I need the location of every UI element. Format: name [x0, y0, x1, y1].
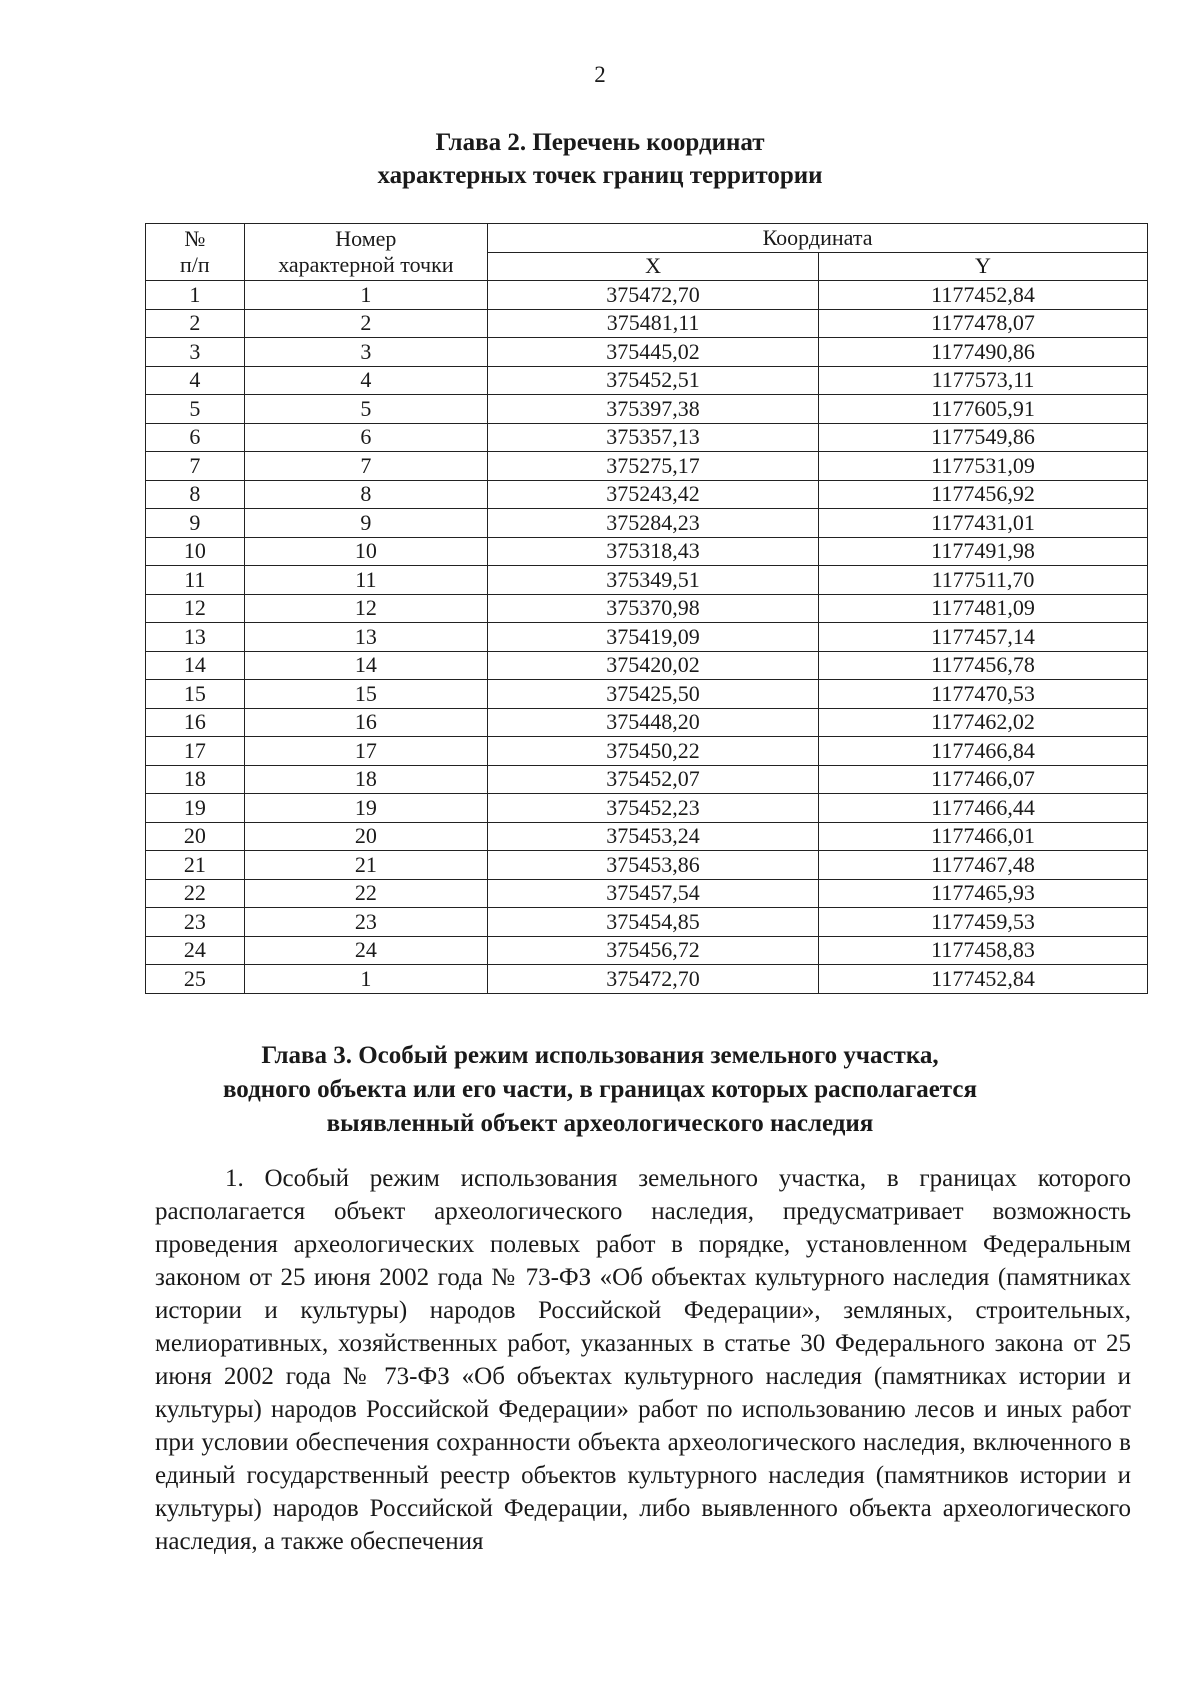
- cell-y: 1177452,84: [819, 965, 1148, 994]
- chapter-3-title-line-2: водного объекта или его части, в границах которых располагается: [222, 1076, 978, 1103]
- cell-row-number: 2: [146, 309, 245, 338]
- cell-point-number: 7: [244, 452, 487, 481]
- cell-row-number: 12: [146, 594, 245, 623]
- header-y: Y: [819, 252, 1148, 281]
- cell-x: 375481,11: [488, 309, 819, 338]
- cell-point-number: 12: [244, 594, 487, 623]
- cell-x: 375453,24: [488, 822, 819, 851]
- cell-point-number: 22: [244, 879, 487, 908]
- page-number: 2: [594, 62, 606, 87]
- header-coordinate: Координата: [488, 224, 1148, 253]
- cell-y: 1177478,07: [819, 309, 1148, 338]
- cell-y: 1177466,84: [819, 737, 1148, 766]
- table-row: [146, 509, 1148, 538]
- cell-y: 1177549,86: [819, 423, 1148, 452]
- cell-row-number: 19: [146, 794, 245, 823]
- table-row: [146, 366, 1148, 395]
- table-row: [146, 822, 1148, 851]
- table-row: [146, 794, 1148, 823]
- cell-y: 1177491,98: [819, 537, 1148, 566]
- cell-y: 1177452,84: [819, 281, 1148, 310]
- cell-point-number: 18: [244, 765, 487, 794]
- table-row: [146, 338, 1148, 367]
- cell-x: 375472,70: [488, 965, 819, 994]
- table-row: [146, 765, 1148, 794]
- cell-y: 1177457,14: [819, 623, 1148, 652]
- cell-x: 375318,43: [488, 537, 819, 566]
- cell-y: 1177605,91: [819, 395, 1148, 424]
- cell-x: 375445,02: [488, 338, 819, 367]
- coordinates-table: [145, 223, 1148, 994]
- cell-row-number: 21: [146, 851, 245, 880]
- chapter-3-title-line-1: Глава 3. Особый режим использования земельного участка,: [261, 1042, 939, 1069]
- cell-point-number: 13: [244, 623, 487, 652]
- cell-x: 375456,72: [488, 936, 819, 965]
- cell-row-number: 24: [146, 936, 245, 965]
- cell-x: 375284,23: [488, 509, 819, 538]
- table-row: [146, 908, 1148, 937]
- cell-x: 375472,70: [488, 281, 819, 310]
- cell-row-number: 14: [146, 651, 245, 680]
- cell-y: 1177531,09: [819, 452, 1148, 481]
- cell-x: 375275,17: [488, 452, 819, 481]
- cell-x: 375452,51: [488, 366, 819, 395]
- table-row: [146, 623, 1148, 652]
- cell-point-number: 6: [244, 423, 487, 452]
- cell-x: 375419,09: [488, 623, 819, 652]
- table-row: [146, 566, 1148, 595]
- cell-x: 375397,38: [488, 395, 819, 424]
- cell-y: 1177459,53: [819, 908, 1148, 937]
- cell-point-number: 1: [244, 965, 487, 994]
- cell-point-number: 24: [244, 936, 487, 965]
- cell-row-number: 22: [146, 879, 245, 908]
- chapter-3-paragraph-1: 1. Особый режим использования земельного участка, в границах которого располагается объект археологического наследия, предусматривает возможность проведения археологических полевых работ в порядке, установленном Федеральным законом от 25 июня 2002 года № 73-ФЗ «Об объектах культурного наследия (памятниках истории и культуры) народов Российской Федерации», земляных, строительных, мелиоративных, хозяйственных работ, указанных в статье 30 Федерального закона от 25 июня 2002 года № 73-ФЗ «Об объектах культурного наследия (памятниках истории и культуры) народов Российской Федерации» работ по использованию лесов и иных работ при условии обеспечения сохранности объекта археологического наследия, включенного в единый государственный реестр объектов культурного наследия (памятников истории и культуры) народов Российской Федерации, либо выявленного объекта археологического наследия, а также обеспечения: [155, 1165, 1131, 1555]
- cell-row-number: 15: [146, 680, 245, 709]
- cell-row-number: 13: [146, 623, 245, 652]
- table-row: [146, 423, 1148, 452]
- header-row-number-line-1: №: [184, 226, 206, 251]
- cell-row-number: 7: [146, 452, 245, 481]
- cell-row-number: 20: [146, 822, 245, 851]
- cell-x: 375357,13: [488, 423, 819, 452]
- cell-row-number: 1: [146, 281, 245, 310]
- cell-point-number: 11: [244, 566, 487, 595]
- cell-row-number: 16: [146, 708, 245, 737]
- header-x: X: [488, 252, 819, 281]
- cell-point-number: 4: [244, 366, 487, 395]
- cell-y: 1177511,70: [819, 566, 1148, 595]
- cell-point-number: 5: [244, 395, 487, 424]
- cell-x: 375370,98: [488, 594, 819, 623]
- chapter-2-title-line-1: Глава 2. Перечень координат: [435, 129, 765, 156]
- table-row: [146, 395, 1148, 424]
- table-row: [146, 737, 1148, 766]
- cell-x: 375420,02: [488, 651, 819, 680]
- chapter-3-title-line-3: выявленный объект археологического наследия: [326, 1110, 874, 1137]
- cell-row-number: 10: [146, 537, 245, 566]
- cell-row-number: 4: [146, 366, 245, 395]
- header-point-number-line-2: характерной точки: [278, 252, 454, 277]
- cell-x: 375452,07: [488, 765, 819, 794]
- cell-x: 375450,22: [488, 737, 819, 766]
- coordinates-table-body: [146, 281, 1148, 994]
- cell-row-number: 18: [146, 765, 245, 794]
- cell-point-number: 14: [244, 651, 487, 680]
- cell-row-number: 5: [146, 395, 245, 424]
- cell-point-number: 2: [244, 309, 487, 338]
- cell-y: 1177470,53: [819, 680, 1148, 709]
- cell-y: 1177462,02: [819, 708, 1148, 737]
- cell-y: 1177490,86: [819, 338, 1148, 367]
- header-row-number-line-2: п/п: [179, 252, 210, 277]
- cell-y: 1177573,11: [819, 366, 1148, 395]
- cell-row-number: 3: [146, 338, 245, 367]
- table-row: [146, 936, 1148, 965]
- header-row-number: [146, 224, 245, 281]
- cell-x: 375448,20: [488, 708, 819, 737]
- cell-point-number: 20: [244, 822, 487, 851]
- cell-x: 375243,42: [488, 480, 819, 509]
- table-row: [146, 537, 1148, 566]
- table-row: [146, 708, 1148, 737]
- cell-row-number: 11: [146, 566, 245, 595]
- table-row: [146, 480, 1148, 509]
- cell-point-number: 10: [244, 537, 487, 566]
- cell-point-number: 8: [244, 480, 487, 509]
- table-row: [146, 594, 1148, 623]
- cell-x: 375453,86: [488, 851, 819, 880]
- cell-y: 1177458,83: [819, 936, 1148, 965]
- chapter-2-title-line-2: характерных точек границ территории: [377, 162, 823, 189]
- chapter-2-title: [0, 126, 1200, 192]
- cell-y: 1177456,92: [819, 480, 1148, 509]
- cell-point-number: 9: [244, 509, 487, 538]
- cell-row-number: 25: [146, 965, 245, 994]
- chapter-3-title: [0, 1039, 1200, 1141]
- table-row: [146, 879, 1148, 908]
- cell-y: 1177466,01: [819, 822, 1148, 851]
- cell-x: 375457,54: [488, 879, 819, 908]
- cell-x: 375425,50: [488, 680, 819, 709]
- table-row: [146, 452, 1148, 481]
- table-row: [146, 651, 1148, 680]
- table-row: [146, 680, 1148, 709]
- cell-x: 375454,85: [488, 908, 819, 937]
- cell-y: 1177465,93: [819, 879, 1148, 908]
- table-row: [146, 281, 1148, 310]
- cell-point-number: 1: [244, 281, 487, 310]
- cell-x: 375452,23: [488, 794, 819, 823]
- cell-y: 1177431,01: [819, 509, 1148, 538]
- header-point-number: [244, 224, 487, 281]
- cell-row-number: 17: [146, 737, 245, 766]
- header-point-number-line-1: Номер: [335, 226, 397, 251]
- cell-y: 1177467,48: [819, 851, 1148, 880]
- cell-point-number: 19: [244, 794, 487, 823]
- table-row: [146, 965, 1148, 994]
- cell-row-number: 8: [146, 480, 245, 509]
- cell-row-number: 9: [146, 509, 245, 538]
- cell-point-number: 15: [244, 680, 487, 709]
- cell-point-number: 21: [244, 851, 487, 880]
- cell-row-number: 6: [146, 423, 245, 452]
- table-row: [146, 309, 1148, 338]
- cell-y: 1177466,44: [819, 794, 1148, 823]
- cell-y: 1177466,07: [819, 765, 1148, 794]
- cell-y: 1177481,09: [819, 594, 1148, 623]
- cell-row-number: 23: [146, 908, 245, 937]
- table-row: [146, 851, 1148, 880]
- cell-point-number: 3: [244, 338, 487, 367]
- cell-x: 375349,51: [488, 566, 819, 595]
- cell-point-number: 17: [244, 737, 487, 766]
- cell-y: 1177456,78: [819, 651, 1148, 680]
- cell-point-number: 23: [244, 908, 487, 937]
- cell-point-number: 16: [244, 708, 487, 737]
